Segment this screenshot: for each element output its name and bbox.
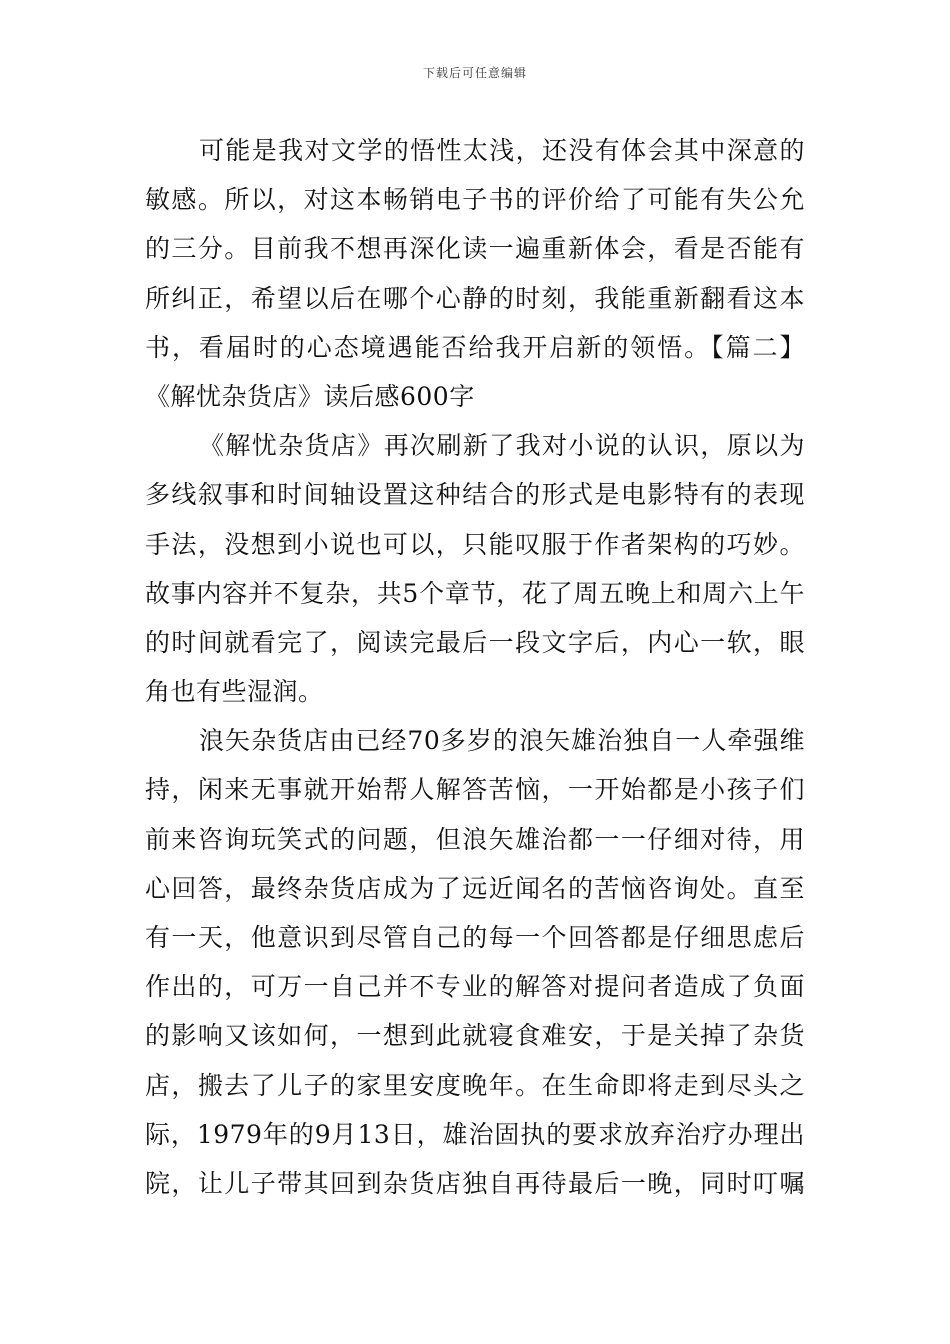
text-line: 际，1979年的9月13日，雄治固执的要求放弃治疗办理出 <box>145 1119 805 1149</box>
text-line: 敏感。所以，对这本畅销电子书的评价给了可能有失公允 <box>145 185 805 215</box>
text-line: 有一天，他意识到尽管自己的每一个回答都是仔细思虑后 <box>145 923 805 952</box>
text-line: 院，让儿子带其回到杂货店独自再待最后一晚，同时叮嘱 <box>145 1168 805 1198</box>
text-line: 《解忧杂货店》再次刷新了我对小说的认识，原以为 <box>199 431 805 461</box>
paragraph-3 <box>145 716 805 1208</box>
text-line: 故事内容并不复杂，共5个章节，花了周五晚上和周六上午 <box>145 578 805 608</box>
text-line: 的影响又该如何，一想到此就寝食难安，于是关掉了杂货 <box>145 1021 805 1051</box>
paragraph-2 <box>145 421 805 716</box>
text-line: 多线叙事和时间轴设置这种结合的形式是电影特有的表现 <box>145 480 805 510</box>
text-line: 心回答，最终杂货店成为了远近闻名的苦恼咨询处。直至 <box>145 873 805 903</box>
text-line: 持，闲来无事就开始帮人解答苦恼，一开始都是小孩子们 <box>145 775 805 805</box>
text-line: 作出的，可万一自己并不专业的解答对提问者造成了负面 <box>145 972 805 1002</box>
page-header: 下载后可任意编辑 <box>422 66 527 80</box>
text-line: 手法，没想到小说也可以，只能叹服于作者架构的巧妙。 <box>145 529 805 559</box>
document-body <box>145 126 805 1208</box>
text-line: 的三分。目前我不想再深化读一遍重新体会，看是否能有 <box>145 234 805 264</box>
text-line: 《解忧杂货店》读后感600字 <box>145 381 475 411</box>
text-line: 的时间就看完了，阅读完最后一段文字后，内心一软，眼 <box>145 627 805 657</box>
text-line: 角也有些湿润。 <box>145 677 324 707</box>
text-line: 浪矢杂货店由已经70多岁的浪矢雄治独自一人牵强维 <box>199 726 805 756</box>
text-line: 书，看届时的心态境遇能否给我开启新的领悟。【篇二】 <box>145 332 805 362</box>
paragraph-1 <box>145 126 805 421</box>
text-line: 所纠正，希望以后在哪个心静的时刻，我能重新翻看这本 <box>145 283 805 313</box>
text-line: 店，搬去了儿子的家里安度晚年。在生命即将走到尽头之 <box>145 1070 805 1100</box>
text-line: 前来咨询玩笑式的问题，但浪矢雄治都一一仔细对待，用 <box>145 824 805 854</box>
text-line: 可能是我对文学的悟性太浅，还没有体会其中深意的 <box>199 136 805 165</box>
